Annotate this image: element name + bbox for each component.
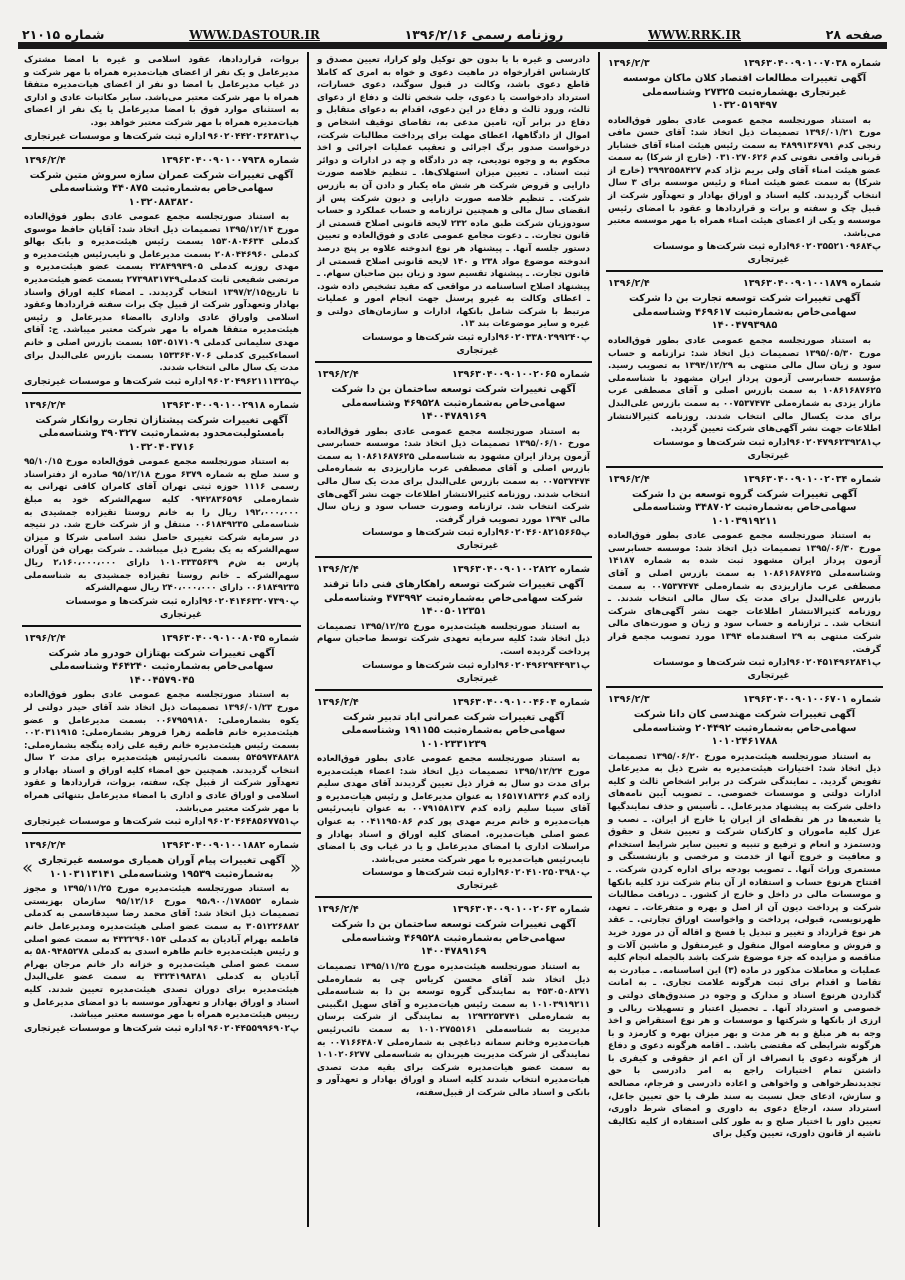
notice-ref: پ۹۶۰۲۰۳۳۸۰۲۹۹۲۴۰: [498, 333, 590, 344]
notice-body: به استناد صورتجلسه مجمع عمومی عادی بطور فوق‌العاده مورخ ۱۳۹۵/۰۵/۳۰ تصمیمات ذیل اتخاذ شد: ترازنامه و حساب سود و زیان سال مالی منتهی به ۱۳۹۴/۱۲/۲۹ به تصویب رسید. مؤسسه حسابرسی آزمون پرداز ایران مشهود با شناسه‌ملی ۱۰۸۶۱۶۸۷۶۲۵ به سمت بازرس اصلی و آقای مصطفی عرب مازار یزدی به شماره‌ملی ۰۰۷۵۳۷۴۷۴ به سمت بازرس علی‌البدل برای مدت یکسال مالی انتخاب شدند. روزنامه کثیرالانتشار اطلاعات جهت نشر آگهی‌های شرکت تعیین گردید.: [608, 335, 881, 435]
notice-footer: [24, 376, 299, 389]
notice-title-text: آگهی تغییرات پیام آوران همیاری موسسه غیرتجاری به‌شماره‌ثبت ۱۹۵۳۹ وشناسه‌ملی ۱۰۱۰۳۱۱۳۱۴۱: [38, 855, 285, 880]
notice-date: ۱۳۹۶/۲/۴: [24, 632, 66, 644]
notice-body: به استناد صورتجلسه مجمع عمومی عادی بطور فوق‌العاده مورخ ۱۳۹۶/۰۱/۲۳ تصمیمات ذیل اتخاذ شد آقای حیدر دولتی لر یکوه بشماره‌ملی: ۰۰۶۷۹۵۹۱۸۰ بسمت مدیرعامل و عضو هیئت‌مدیره خانم فاطمه زهرا فروهر بشماره‌ملی: ۰۰۲۰۳۱۱۹۱۵ بسمت رئیس هیئت‌مدیره خانم رقیه علی زاده ینگجه بشماره‌ملی: ۵۴۵۹۷۴۸۸۲۸ بسمت نائب‌رئیس هیئت‌مدیره برای مدت ۲ سال انتخاب گردیدند. همچنین حق امضاء کلیه اوراق و اسناد بهادار و تعهدآور شرکت از قبیل چک، سفته، بروات، قراردادها و عقود اسلامی و اوراق عادی و اداری با امضاء مدیرعامل بتنهائی همراه با مهر شرکت معتبر می‌باشد.: [24, 690, 299, 814]
column-right: [598, 52, 889, 1227]
notice-meta: [608, 473, 881, 487]
notice-ref: پ۹۶۰۲۰۴۶۰۸۲۱۵۶۶۵: [498, 528, 590, 539]
notice-office: اداره ثبت شرکت‌ها و موسسات غیرتجاری: [24, 817, 206, 828]
notice: [315, 691, 592, 899]
notice-title-text: آگهی تغییرات شرکت گروه توسعه بن دا شرکت سهامی‌خاص به‌شماره‌ثبت ۳۴۸۷۰۲ وشناسه‌ملی ۱۰۱۰۳۹۱۹۲۱۱: [632, 488, 857, 527]
notice: [315, 898, 592, 1102]
notice-meta: [24, 399, 299, 413]
notice-footer: [24, 1023, 299, 1036]
notice-ref: پ۹۶۰۲۰۴۱۰۲۵۰۳۹۸۰: [498, 868, 590, 879]
notice-title: [317, 918, 590, 959]
notice-body: به استناد صورتجلسه مجمع عمومی عادی بطور فوق‌العاده مورخ ۱۳۹۶/۰۱/۲۱ تصمیمات ذیل اتخاذ شد: آقای حسن مافی رنجی کدم ۴۸۹۹۱۳۶۷۹۱ به سمت رئیس هیئت امناء آقای خشایار قربانی واقعی نفوتی کدم ۰۳۱۰۲۷۰۶۲۶ (خارج از شرکا) به سمت عضو هیئت امناء آقای ولی بریم نژاد کدم ۲۹۹۲۵۵۸۴۲۷ (خارج از شرکا) به سمت عضو هیئت امناء و رئیس موسسه برای ۳ سال انتخاب گردیدند. کلیه اسناد و اوراق بهادار و تعهدآور شرکت از قبیل چک و سفته و برات و قراردادها و عقود با امضای رئیس موسسه و یکی از اعضای هیئت امناء همراه با مهر موسسه معتبر می‌باشد.: [608, 115, 882, 239]
notice-body: به استناد صورتجلسه مجمع عمومی فوق‌العاده مورخ ۹۵/۱۰/۱۵ و سند صلح به شماره ۶۳۷۹ مورخ ۹۵/۱۲/۱۸ صادره از دفتراسناد رسمی ۱۱۱۶ حوزه ثبتی تهران آقای کامران کافی تهرانی به شماره‌ملی ۰۹۴۲۸۳۶۵۹۶ کلیه سهم‌الشرکه خود به مبلغ ۱۹۲،۰۰۰،۰۰۰ ریال را به خانم روستا تقیزاده جمشیدی به شناسه‌ملی ۰۰۶۱۸۴۹۲۳۵ منتقل و از شرکت خارج شد. در نتیجه در سرمایه شرکت تغییری حاصل نشد اسامی شرکا و میزان سهم‌الشرکه به یک بشرح ذیل میباشد. ـ شرکت بهران فن آوران پارس به ش‌م ۱۰۱۰۳۳۳۵۶۳۹ دارای ۲،۱۶۰،۰۰۰،۰۰۰ ریال سهم‌الشرکه ـ خانم روستا تقیزاده جمشیدی به شناسه‌ملی ۰۰۶۱۸۴۹۲۳۵ دارای ۲۴۰،۰۰۰،۰۰۰ ریال سهم‌الشرکه: [24, 457, 299, 594]
notice-ref: پ۹۶۰۲۰۴۴۲۰۳۶۳۸۳۱: [207, 131, 299, 142]
notice-office: اداره ثبت شرکت‌ها و موسسات غیرتجاری: [362, 868, 499, 892]
notice-footer: [317, 332, 590, 358]
notice-office: اداره ثبت شرکت‌ها و موسسات غیرتجاری: [362, 528, 499, 552]
notice-office: اداره ثبت شرکت‌ها و موسسات غیرتجاری: [653, 242, 790, 266]
notice-title: [317, 383, 590, 424]
notice-title: [317, 711, 590, 752]
notice-meta: [608, 693, 881, 707]
notice-title-text: آگهی تغییرات شرکت توسعه راهکارهای فنی دانا ترقند شرکت سهامی‌خاص به‌شماره‌ثبت ۴۷۳۹۹۲ وشناسه‌ملی ۱۴۰۰۵۰۱۲۳۵۱: [323, 579, 584, 618]
notice-footer: [24, 596, 299, 622]
notice-title-text: آگهی تغییرات شرکت توسعه ساختمان بن دا شرکت سهامی‌خاص به‌شماره‌ثبت ۴۶۹۵۲۸ وشناسه‌ملی ۱۴۰۰۴۷۸۹۱۶۹: [331, 919, 576, 958]
notice-footer: [317, 867, 590, 893]
site-link-rrk[interactable]: WWW.RRK.IR: [648, 28, 741, 42]
notice-title-text: آگهی تغییرات مطالعات اقتصاد کلان ماکان موسسه غیرتجاری بهشماره‌ثبت ۲۷۳۲۵ وشناسه‌ملی ۱۰۳۲۰۵۱۹۴۹۷: [622, 73, 867, 111]
notice-office: اداره ثبت شرکت‌ها و موسسات غیرتجاری: [653, 658, 790, 682]
issue-number: شماره ۲۱۰۱۵: [22, 27, 105, 42]
notice-title: [317, 578, 590, 619]
notice-meta: [317, 563, 590, 577]
notice: [22, 627, 301, 834]
notice-ref: پ۹۶۰۲۰۴۶۴۸۵۶۷۷۵۱: [207, 817, 299, 828]
site-link-dastour[interactable]: WWW.DASTOUR.IR: [189, 28, 320, 42]
notice-date: ۱۳۹۶/۲/۴: [317, 696, 359, 708]
columns: [16, 52, 889, 1227]
notice-title-text: آگهی تغییرات شرکت عمران سازه سروش متین شرکت سهامی‌خاص به‌شماره‌ثبت ۴۴۰۸۷۵ وشناسه‌ملی ۱۰۳۲۰۸۸۳۸۲۰: [29, 169, 294, 208]
notice-body: به استناد صورتجلسه هیئت‌مدیره مورخ ۱۳۹۵/۱۱/۲۵ و مجوز شماره ۹۵،۹۰۰/۱۷۸۵۵۲ مورخ ۹۵/۱۲/۱۶ سازمان بهزیستی تصمیمات ذیل اتخاذ شد: آقای محمد رضا سیدقاسمی به کدملی ۳۰۵۱۲۲۶۸۸۲ به سمت عضو اصلی هیئت‌مدیره ومدیرعامل خانم فاطمه بهرام آبادیان به کدملی ۴۳۲۲۹۶۰۱۵۴ به سمت عضو اصلی و رئیس هیئت‌مدیره خانم طاهره اسدی به کدملی ۵۸۰۹۴۸۵۲۷۸ به سمت عضو اصلی هیئت‌مدیره و خزانه دار خانم مرجان بهرام آبادیان به کدملی ۴۳۲۴۱۹۸۳۸۱ به سمت عضو علی‌البدل هیئت‌مدیره برای دوران تصدی هیئت‌مدیره تعیین شدند. کلیه اسناد و اوراق بهادار و تعهدآور موسسه با دو امضای مدیرعامل و رییس هیئت‌مدیره همراه با مهر موسسه معتبر میباشد.: [24, 884, 300, 1021]
header-rule: [18, 42, 887, 49]
notice: [606, 272, 883, 467]
notice-meta: [608, 277, 881, 291]
notice-body: به استناد صورتجلسه مجمع عمومی عادی بطور فوق‌العاده مورخ ۱۳۹۵/۰۶/۱۰ تصمیمات ذیل اتخاذ شد: موسسه حسابرسی آزمون پرداز ایران مشهود به شناسه‌ملی ۱۰۸۶۱۶۸۷۶۲۵ به سمت بازرس اصلی و آقای مصطفی عرب مازاریزدی به شماره‌ملی ۰۰۷۵۳۷۴۷۴ به سمت بازرس علی‌البدل برای مدت یک سال مالی انتخاب شدند. روزنامه کثیرالانتشار اطلاعات جهت نشر آگهی‌های شرکت انتخاب شد. ترازنامه وصورت حساب سود و زیان سال مالی ۱۳۹۴ مورد تصویب قرار گرفت.: [317, 426, 590, 525]
notice-number: شماره ۱۳۹۶۳۰۴۰۰۹۰۱۰۰۷۹۳۸: [160, 154, 299, 166]
notice-body: بروات، قراردادها، عقود اسلامی و غیره با امضا مشترک مدیرعامل و یک نفر از اعضای هیات‌مدیره همراه با مهر شرکت و در غیاب مدیرعامل با امضا دو نفر از اعضای هیات‌مدیره متفقا همراه با مهر شرکت معتبر می‌باشد. سایر مکاتبات عادی و اداری به استثنای موارد فوق با امضا مدیرعامل یا یک نفر از اعضای هیات‌مدیره همراه با مهر شرکت معتبر خواهد بود.: [24, 55, 299, 128]
notice-date: ۱۳۹۶/۲/۴: [608, 278, 650, 290]
notice-title: [24, 854, 299, 881]
ornament-icon: »: [22, 857, 34, 878]
notice-continuation: [22, 52, 301, 149]
notice-office: اداره ثبت شرکت‌ها و موسسات غیرتجاری: [65, 596, 203, 620]
notice-meta: [24, 154, 299, 168]
notice-continuation: [315, 52, 592, 363]
notice-meta: [317, 368, 590, 382]
notice-meta: [608, 57, 881, 71]
notice-footer: [608, 657, 881, 683]
notice-ref: پ۹۶۰۲۰۴۵۱۴۹۶۲۸۴۱: [789, 658, 881, 669]
notice-date: ۱۳۹۶/۲/۴: [317, 369, 359, 381]
notice-title: [608, 488, 881, 529]
notice-date: ۱۳۹۶/۲/۴: [24, 154, 66, 166]
notice: [22, 394, 301, 627]
notice-date: ۱۳۹۶/۲/۴: [317, 904, 359, 916]
notice-number: شماره ۱۳۹۶۳۰۴۰۰۹۰۱۰۰۶۷۰۱: [742, 694, 881, 706]
notice: [315, 558, 592, 690]
page-number: صفحه ۲۸: [825, 27, 883, 42]
notice-office: اداره ثبت شرکت‌ها و موسسات غیرتجاری: [24, 131, 206, 142]
notice-ref: پ۹۶۰۲۰۴۱۴۶۳۲۰۷۳۹۰: [202, 596, 299, 607]
notice-ref: پ۹۶۰۲۰۴۹۶۲۱۱۱۳۲۵: [207, 376, 299, 387]
notice-date: ۱۳۹۶/۲/۴: [317, 564, 359, 576]
notice-footer: [608, 241, 881, 267]
notice-footer: [317, 527, 590, 553]
notice-date: ۱۳۹۶/۲/۴: [24, 840, 66, 852]
notice-number: شماره ۱۳۹۶۳۰۴۰۰۹۰۱۰۰۲۰۶۵: [451, 369, 590, 381]
notice-number: شماره ۱۳۹۶۳۰۴۰۰۹۰۱۰۰۸۰۴۵: [160, 632, 299, 644]
notice-ref: پ۹۶۰۲۰۳۵۵۲۱۰۹۶۸۴: [789, 242, 881, 253]
notice-title-text: آگهی تغییرات شرکت عمرانی اباد تدبیر شرکت سهامی‌خاص به‌شماره‌ثبت ۱۹۱۱۵۵ وشناسه‌ملی ۱۰۱۰۲۳۳۱۲۳۹: [341, 711, 566, 750]
notice-ref: پ۹۶۰۲۰۴۷۹۶۲۳۹۲۸۱: [789, 437, 881, 448]
notice-office: اداره ثبت شرکت‌ها و موسسات غیرتجاری: [24, 1023, 206, 1034]
notice-number: شماره ۱۳۹۶۳۰۴۰۰۹۰۱۰۰۱۸۷۹: [742, 278, 881, 290]
notice-meta: [24, 839, 299, 853]
notice-title: [24, 169, 299, 210]
notice-ref: پ۹۶۰۲۰۴۹۶۲۹۴۴۹۳۱: [498, 660, 590, 671]
notice-title: [608, 72, 881, 113]
notice-body: به استناد صورتجلسه هیئت‌مدیره مورخ ۱۳۹۵/۱۱/۲۵ تصمیمات ذیل اتخاذ شد آقای محسن کریاس چی به شماره‌ملی ۴۵۳۰۵۰۸۲۷۱ به نمایندگی گروه توسعه بن دا به شناسه‌ملی ۱۰۱۰۳۹۱۹۲۱۱ به سمت رئیس هیات‌مدیره و آقای سهیل انگبینی به شماره‌ملی ۱۲۹۳۲۵۳۷۴۱ به نمایندگی از شرکت برسان مدیریت به شناسه‌ملی ۱۰۱۰۲۷۵۵۱۶۱ به سمت نائب‌رئیس هیات‌مدیره وخانم سمانه دباغچی به شماره‌ملی ۰۰۷۱۶۶۴۸۰۷ به نمایندگی از شرکت مدیریت هیربدان به شناسه‌ملی ۱۰۱۰۲۰۶۲۷۷ به سمت عضو هیات‌مدیره شرکت برای بقیه مدت تصدی هیات‌مدیره انتخاب شدند کلیه اسناد و اوراق بهادار و تعهدآور و بانکی و اسناد مالی شرکت از قبیل‌سفته،: [317, 961, 590, 1098]
notice: [606, 468, 883, 688]
notice-office: اداره ثبت شرکت‌ها و موسسات غیرتجاری: [24, 376, 206, 387]
notice-date: ۱۳۹۶/۲/۴: [24, 399, 66, 411]
notice-body: دادرسی و غیره با یا بدون حق توکیل ولو کرارا، تعیین مصدق و کارشناس اقرارخواه در ماهیت دعوی و خواه به امری که کاملا قاطع دعوی باشد، وکالت در قبول سوگند، دعوی خسارات، استرداد دادخواست یا دعوی، جلب شخص ثالث و دفاع از دعوای ثالث، ورود ثالث و دفاع در این دعوی، اقدام به دعوای متقابل و دفاع در برابر آن، تامین مدعی به، تقاضای توقیف اشخاص و اموال از دادگاهها، اعطای مهلت برای پرداخت مطالبات شرکت، درخواست صدور برگ اجرائی و تعقیب عملیات اجرائی و اخذ محکوم به و وجوه تودیعی، چه در دادگاه و چه در ادارات و دوائر ثبت اسناد. ـ تعیین میزان استهلاک‌ها. ـ تنظیم خلاصه صورت دارایی و قروض شرکت هر شش ماه یکبار و دادن آن به بازرس شرکت. ـ تنظیم خلاصه صورت دارایی و دیون شرکت پس از انقضای سال مالی و همچنین ترازنامه و حساب عملکرد و حساب سودوزیان شرکت طبق ماده ۲۳۲ لایحه قانونی اصلاح قسمتی از قانون تجارت. ـ دعوت مجامع عمومی عادی و فوق‌العاده و تعیین دستور جلسه آنها. ـ پیشنهاد هر نوع اندوخته علاوه بر پنج درصد اندوخته موضوع مواد ۲۳۸ و ۱۴۰ لایحه قانونی اصلاح قسمتی از قانون تجارت. ـ پیشنهاد تقسیم سود و زیان بین صاحبان سهام. ـ پیشنهاد اصلاح اساسنامه در مواقعی که مفید تشخیص داده شود. ـ اعطای وکالت به غیرو پرسنل جهت انجام امور و عملیات مرتبط با شرکت شامل بانکها، ادارات و سازمان‌های دولتی و غیره و سایر موضوعات بند ۱۳.: [317, 55, 591, 330]
notice-number: شماره ۱۳۹۶۳۰۴۰۰۹۰۱۰۰۱۸۸۲: [160, 840, 299, 852]
notice-title-text: آگهی تغییرات شرکت توسعه ساختمان بن دا شرکت سهامی‌خاص به‌شماره‌ثبت ۴۶۹۵۲۸ وشناسه‌ملی ۱۴۰۰۴۷۸۹۱۶۹: [331, 384, 576, 423]
notice-footer: [608, 437, 881, 463]
notice-title: [24, 647, 299, 688]
notice-date: ۱۳۹۶/۲/۴: [608, 473, 650, 485]
notice-title: [608, 708, 881, 749]
notice-number: شماره ۱۳۹۶۳۰۴۰۰۹۰۱۰۰۷۰۳۸: [742, 58, 881, 69]
notice-number: شماره ۱۳۹۶۳۰۴۰۰۹۰۱۰۰۲۰۶۳: [451, 904, 590, 916]
notice: [606, 688, 883, 1144]
notice-number: شماره ۱۳۹۶۳۰۴۰۰۹۰۱۰۰۲۹۱۸: [160, 399, 299, 411]
notice-date: ۱۳۹۶/۲/۳: [608, 694, 650, 706]
notice-body: به استناد صورتجلسه مجمع عمومی عادی بطور فوق‌العاده مورخ ۱۳۹۵/۱۲/۲۴ تصمیمات ذیل اتخاذ شد: اعضاء هیئت‌مدیره برای مدت دو سال به قرار ذیل تعیین گردیدند آقای مهدی سلیم زاده کدم ۱۶۵۱۷۱۸۳۲۶ به عنوان مدیرعامل و رئیس هیات‌مدیره و آقای سینا سلیم زاده کدم ۰۰۷۹۱۵۸۱۳۷ به عنوان نایب‌رئیس هیات‌مدیره و خانم مریم مهدی پور کدم ۰۰۴۱۱۹۵۰۸۶ به عنوان عضو اصلی هیات‌مدیره. امضای کلیه اوراق و اسناد بهادار و مراسلات اداری با امضای مدیرعامل و یا در غیاب وی با امضای نایب‌رئیس هیات‌مدیره با مهر شرکت معتبر می‌باشد.: [317, 754, 590, 865]
notice-meta: [317, 696, 590, 710]
notice-body: به استناد صورتجلسه مجمع عمومی عادی بطور فوق‌العاده مورخ ۱۳۹۵/۱۲/۱۴ تصمیمات ذیل اتخاذ شد: آقایان حافظ موسوی کدملی ۱۵۳۰۸۰۴۶۳۴ بسمت رئیس هیئت‌مدیره و بابک بهالو کدملی ۲۰۸۰۴۴۶۹۶۰ بسمت مدیرعامل و نایب‌رئیس هیئت‌مدیره و مهدی روزبه کدملی ۴۲۸۴۹۹۴۹۰۵ بسمت عضو هیئت‌مدیره و مرتضی شفیعی ثابت کدملی۲۷۳۹۸۳۱۷۴۹ بسمت عضو هیئت‌مدیره تا تاریخ۱۳۹۷/۲/۱۵ انتخاب گردیدند. ـ امضاء کلیه اوراق واسناد بهادار وتعهدآور شرکت از قبیل چک برات سفته قراردادها وعقود اسلامی واوراق عادی واداری باامضاء مدیرعامل و رئیس هیئت‌مدیره متفقا همراه با مهر شرکت معتبر میباشد. ج: آقای مهدی سلیمانی کدملی ۱۵۳۰۵۱۷۱۰۹ بسمت بازرس اصلی و خانم اسماءکبیری کدملی ۱۵۳۳۶۴۰۷۰۶ بسمت بازرس علی‌البدل برای مدت یک سال مالی انتخاب شدند.: [24, 212, 300, 374]
notice-body: به استناد صورتجلسه هیئت‌مدیره مورخ ۱۳۹۵/۰۶/۲۰ تصمیمات ذیل اتخاذ شد: اختیارات هیئت‌مدیره به شرح ذیل به مدیرعامل تفویض گردید. ـ نمایندگی شرکت در برابر اشخاص ثالث و کلیه ادارات دولتی و موسسات خصوصی. ـ تصویب آیین نامه‌های داخلی شرکت به پیشنهاد مدیرعامل. ـ تأسیس و حذف نمایندگیها یا شعبه‌ها در هر نقطه‌ای از ایران یا خارج از ایران. ـ نصب و عزل کلیه ماموران و کارکنان شرکت و تعیین شغل و حقوق ودستمزد و انعام و ترفیع و تنبیه و تعیین سایر شرایط استخدام و معافیت و خروج آنها از خدمت و مرخصی و بازنشستگی و مستمری وراث آنها. ـ تصویب بودجه برای اداره کردن شرکت. ـ افتتاح هرنوع حساب و استفاده از آن بنام شرکت نزد کلیه بانکها و موسسات مالی در داخل و خارج از کشور. ـ دریافت مطالبات شرکت و پرداخت دیون آن از اصل و بهره و متفرعات. ـ تعهد، ظهرنویسی، قبولی، پرداخت و واخواست اوراق تجارتی. ـ عقد هر نوع قرارداد و تغییر و تبدیل یا فسخ و اقاله آن در مورد خرید و فروش و معاوضه اموال منقول و غیرمنقول و ماشین آلات و مناقصه و مزایده که جزء موضوع شرکت باشد بالجمله انجام کلیه عملیات و معاملات مذکور در ماده (۳) این اساسنامه. ـ مبادرت به تقاضا و اقدام برای ثبت هرگونه علامت تجاری. ـ به امانت گذاردن هرنوع اسناد و مدارک و وجوه در صندوق‌های دولتی و خصوصی و استرداد آنها. ـ تحصیل اعتبار و تسهیلات ریالی و ارزی از بانکها و شرکتها و موسسات و هر نوع استقراض و اخذ وجه به هر مبلغ و به هر مدت و بهر میزان بهره و کارمزد و با هرگونه شرایطی که مقتضی باشد. ـ اقامه هرگونه دعوی و دفاع از هرگونه دعوی یا انصراف از آن اعم از حقوقی و کیفری با داشتن تمام اختیارات راجع به امر دادرسی با حق تجدیدنظرخواهی و واخواهی و اعاده دادرسی و فرجام، مصالحه و سازش، ادعای جعل نسبت به سند طرف یا حق تعیین جاعل، استرداد سند، ارجاع دعوی به داوری و امضای شرط داوری، تعیین داور با اختیار صلح و به طور کلی استفاده از کلیه تکالیف ناشیه از قانون داوری، تعیین وکیل برای: [608, 751, 881, 1140]
notice-date: ۱۳۹۶/۲/۳: [608, 58, 650, 69]
notice-footer: [24, 816, 299, 829]
notice-title-text: آگهی تغییرات شرکت توسعه تجارت بن دا شرکت سهامی‌خاص به‌شماره‌ثبت ۴۶۹۶۱۷ وشناسه‌ملی ۱۴۰۰۴۷۹۳۹۸۵: [628, 293, 861, 332]
notice-meta: [24, 632, 299, 646]
ornament-icon: «: [289, 857, 301, 878]
notice-title: [608, 292, 881, 333]
notice-title: [24, 414, 299, 455]
notice: [22, 834, 301, 1039]
notice-title-text: آگهی تغییرات شرکت پیشتازان تجارت روانکار شرکت بامسئولیت‌محدود به‌شماره‌ثبت ۳۹۰۳۲۷ وشناسه‌ملی ۱۰۳۲۰۴۰۳۷۱۶: [35, 414, 288, 453]
notice-meta: [317, 903, 590, 917]
notice-body: به استناد صورتجلسه مجمع عمومی عادی بطور فوق‌العاده مورخ ۱۳۹۵/۰۶/۳۰ تصمیمات ذیل اتخاذ شد: موسسه حسابرسی آزمون پرداز ایران مشهود ثبت شده به شماره ۱۴۱۸۷ وشناسه‌ملی ۱۰۸۶۱۶۸۷۶۲۵ به سمت بازرس اصلی و آقای مصطفی عرب مازاریزدی به شماره‌ملی ۰۰۷۵۳۷۴۷۴ به سمت بازرس علی‌البدل برای مدت یک سال مالی انتخاب شدند. ـ روزنامه کثیرالانتشار اطلاعات جهت نشر آگهی‌های شرکت انتخاب شد. ـ ترازنامه و حساب سود و زیان و صورت‌های مالی شرکت منتهی به ۲۹ اسفندماه ۱۳۹۴ مورد تصویب مجمع قرار گرفت.: [608, 531, 881, 655]
column-middle: [307, 52, 598, 1227]
notice-ref: پ۹۶۰۲۰۴۴۵۵۹۹۶۹۰۲: [207, 1023, 299, 1034]
page-header: [22, 18, 883, 42]
notice: [315, 363, 592, 558]
notice-office: اداره ثبت شرکت‌ها و موسسات غیرتجاری: [362, 333, 499, 357]
column-left: [16, 52, 307, 1227]
notice-title-text: آگهی تغییرات شرکت بهتازان خودرو ماد شرکت سهامی‌خاص به‌شماره‌ثبت ۴۶۴۲۴۰ وشناسه‌ملی ۱۴۰۰۴۵۷۹۰۴۵: [48, 647, 275, 686]
notice-title-text: آگهی تغییرات شرکت مهندسی کان دانا شرکت سهامی‌خاص به‌شماره‌ثبت ۲۰۴۴۹۲ وشناسه‌ملی ۱۰۱۰۲۴۶۱۷۸۸: [632, 709, 857, 748]
notice-footer: [24, 131, 299, 144]
newspaper-date: روزنامه رسمی ۱۳۹۶/۲/۱۶: [404, 27, 564, 42]
notice-body: به استناد صورتجلسه هیئت‌مدیره مورخ ۱۳۹۵/۱۲/۲۵ تصمیمات ذیل اتخاذ شد: کلیه سرمایه تعهدی شرکت توسط صاحبان سهام پرداخت گردیده است.: [317, 621, 590, 657]
notice-number: شماره ۱۳۹۶۳۰۴۰۰۹۰۱۰۰۲۸۲۲: [451, 564, 590, 576]
notice-footer: [317, 660, 590, 686]
notice-number: شماره ۱۳۹۶۳۰۴۰۰۹۰۱۰۰۴۶۰۴: [451, 696, 590, 708]
notice-number: شماره ۱۳۹۶۳۰۴۰۰۹۰۱۰۰۲۰۳۴: [742, 473, 881, 485]
notice: [606, 52, 883, 272]
notice: [22, 149, 301, 394]
notice-office: اداره ثبت شرکت‌ها و موسسات غیرتجاری: [653, 437, 790, 461]
notice-office: اداره ثبت شرکت‌ها و موسسات غیرتجاری: [362, 660, 499, 684]
